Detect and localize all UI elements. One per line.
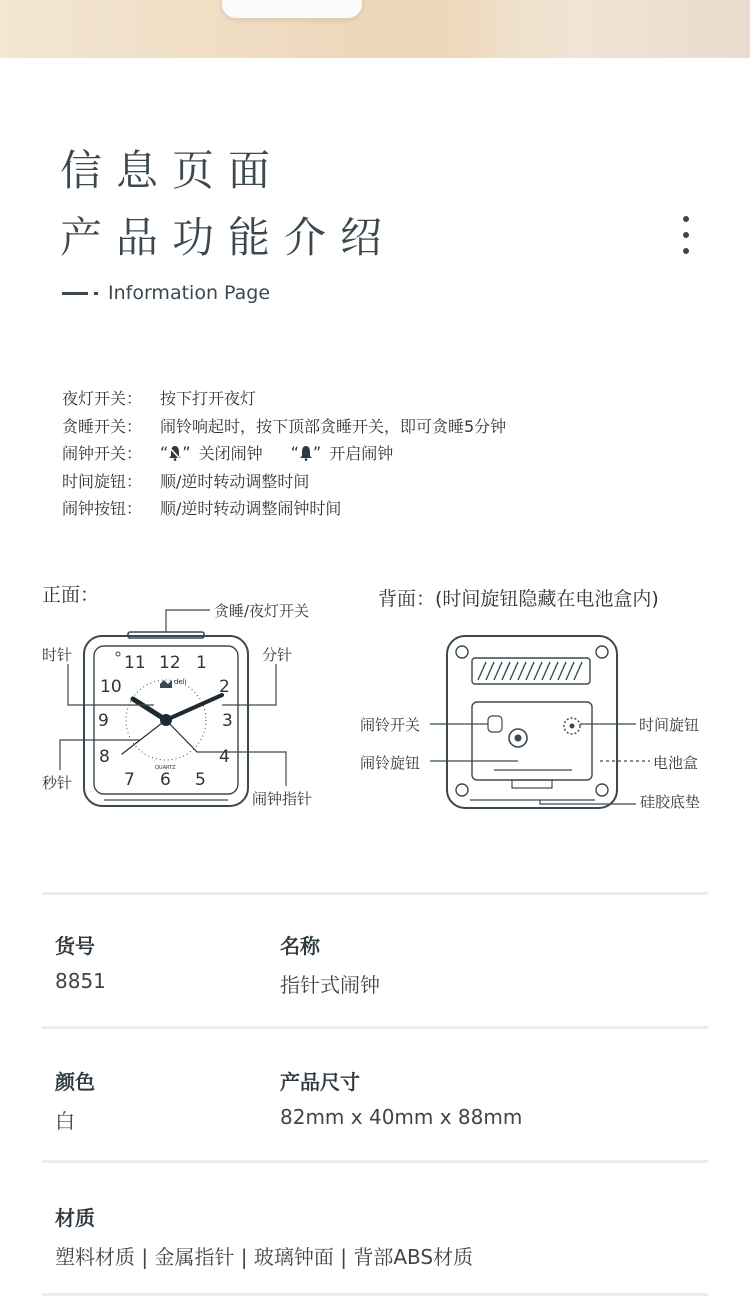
function-row [62, 467, 506, 495]
dial-number: 11 [124, 653, 146, 673]
clock-hands [122, 695, 222, 754]
quote-close: ” [312, 443, 322, 463]
minute-hand-label: 分针 [262, 646, 293, 664]
second-hand-label: 秒针 [42, 774, 73, 792]
function-value: 按下打开夜灯 [160, 389, 257, 409]
function-value: 闹铃响起时，按下顶部贪睡开关，即可贪睡5分钟 [160, 416, 507, 436]
spec-value: 指针式闹钟 [280, 973, 380, 997]
product-photo-strip [0, 0, 750, 58]
dial-number: 1 [196, 653, 207, 673]
divider [42, 892, 708, 895]
back-title: 背面：(时间旋钮隐藏在电池盒内) [378, 588, 659, 610]
front-title: 正面： [42, 584, 100, 606]
function-row [62, 494, 506, 522]
alarm-switch-label: 闹铃开关 [360, 716, 421, 734]
dial-number: 10 [100, 677, 122, 697]
function-row [62, 439, 506, 467]
spec-value: 8851 [55, 969, 106, 993]
dial-number: 7 [124, 770, 135, 790]
brand-logo-icon [160, 680, 172, 688]
clock-diagrams [0, 600, 750, 820]
subtitle-tag [62, 282, 270, 304]
spec-item-size [280, 1066, 522, 1129]
bell-icon [299, 445, 313, 461]
dial-number: 12 [159, 653, 181, 673]
dial-number: 5 [195, 770, 206, 790]
spec-label: 名称 [280, 934, 320, 958]
spec-item-number [55, 930, 106, 993]
dial-number: 8 [99, 747, 110, 767]
dial-number: 4 [219, 747, 230, 767]
photo-background [470, 0, 750, 58]
spec-label: 货号 [55, 934, 95, 958]
divider [42, 1160, 708, 1163]
divider [42, 1026, 708, 1029]
dial-number: 3 [222, 711, 233, 731]
function-key: 闹钟按钮： [62, 499, 143, 519]
spec-item-name [280, 930, 380, 998]
quote-open: “ [290, 443, 299, 463]
alarm-off-text: 关闭闹钟 [198, 444, 263, 464]
dial-number: 6 [160, 770, 171, 790]
dash-icon [62, 292, 88, 295]
spec-item-material [55, 1202, 473, 1270]
pad-label: 硅胶底垫 [640, 793, 701, 811]
function-list [62, 384, 506, 522]
dial-number: 2 [219, 677, 230, 697]
dial-number: 9 [98, 711, 109, 731]
time-knob-label: 时间旋钮 [639, 716, 700, 734]
spec-label: 颜色 [55, 1070, 95, 1094]
brand-text: deli [174, 678, 187, 686]
function-row [62, 412, 506, 440]
function-key: 贪睡开关： [62, 416, 143, 436]
quote-open: “ [160, 443, 169, 463]
alarm-hand-label: 闹钟指针 [252, 790, 313, 808]
speaker-grille [478, 662, 582, 680]
subtitle: Information Page [108, 282, 271, 304]
page-title: 信息页面 [60, 146, 285, 195]
snooze-label: 贪睡/夜灯开关 [214, 602, 310, 620]
bell-off-icon [168, 445, 182, 461]
function-key: 闹钟开关： [62, 444, 143, 464]
back-clock [447, 636, 617, 808]
alarm-on-text: 开启闹钟 [329, 444, 394, 464]
function-value: 顺/逆时转动调整时间 [160, 471, 310, 491]
spec-value: 塑料材质 | 金属指针 | 玻璃钟面 | 背部ABS材质 [55, 1245, 474, 1269]
function-key: 时间旋钮： [62, 471, 143, 491]
function-row [62, 384, 506, 412]
spec-value: 白 [55, 1109, 75, 1133]
function-key: 夜灯开关： [62, 389, 143, 409]
spec-value: 82mm x 40mm x 88mm [280, 1105, 523, 1129]
section-title: 产品功能介绍 [60, 213, 397, 262]
alarm-knob-label: 闹铃旋钮 [360, 754, 421, 772]
spec-item-color [55, 1066, 95, 1134]
function-value: 顺/逆时转动调整闹钟时间 [160, 499, 342, 519]
clock-base-photo [222, 0, 362, 18]
dot-icon [94, 292, 98, 295]
divider [42, 1293, 708, 1296]
quartz-text: QUARTZ [155, 765, 176, 771]
hour-hand-label: 时针 [42, 646, 73, 664]
spec-label: 材质 [55, 1206, 95, 1230]
spec-label: 产品尺寸 [280, 1070, 360, 1094]
more-icon[interactable] [680, 216, 694, 258]
battery-label: 电池盒 [653, 754, 699, 772]
quote-close: ” [182, 443, 191, 463]
